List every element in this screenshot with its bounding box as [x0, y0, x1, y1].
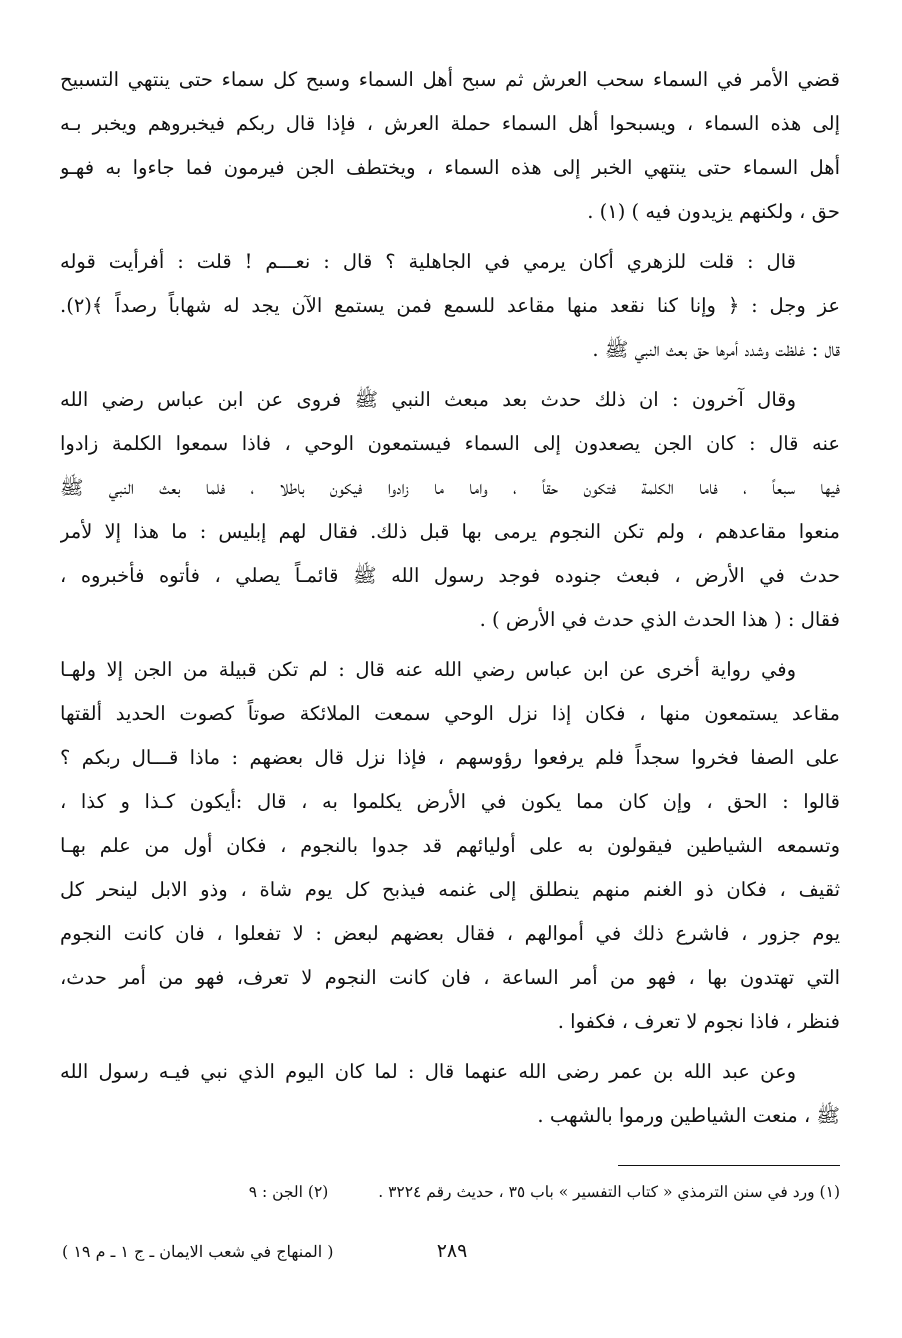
- footnote-separator: [618, 1165, 840, 1166]
- text-line: حق ، ولكنهم يزيدون فيه ) (١) .: [587, 200, 840, 223]
- text-line: إلى هذه السماء ، ويسبحوا أهل السماء حملة العرش ، فإذا قال ربكم فيخبروهم ويخبر بـه: [60, 112, 840, 135]
- text-line: التي تهتدون بها ، فهو من أمر الساعة ، فان كانت النجوم لا تعرف، فهو من أمر حدث،: [60, 966, 840, 989]
- footnote-1: (١) ورد في سنن الترمذي « كتاب التفسير » باب ٣٥ ، حديث رقم ٣٢٢٤ .: [378, 1183, 840, 1201]
- paragraph: [60, 240, 840, 372]
- paragraph: [60, 378, 840, 642]
- page-number: ٢٨٩: [436, 1240, 468, 1262]
- paragraph: [60, 1050, 840, 1138]
- text-line: قال : غلظت وشدد أمرها حق بعث النبي ﷺ .: [592, 338, 840, 361]
- text-line: وفي رواية أخرى عن ابن عباس رضي الله عنه قال : لم تكن قبيلة من الجن إلا ولهـا: [60, 658, 796, 681]
- text-line: فنظر ، فاذا نجوم لا تعرف ، فكفوا .: [557, 1010, 840, 1033]
- text-line: حدث في الأرض ، فبعث جنوده فوجد رسول الله ﷺ قائمـاً يصلي ، فأتوه فأخبروه ،: [60, 564, 840, 587]
- text-line: على الصفا فخروا سجداً فلم يرفعوا رؤوسهم ، فإذا نزل قال بعضهم : ماذا قـــال ربكم ؟: [60, 746, 840, 769]
- text-line: قالوا : الحق ، وإن كان مما يكون في الأرض يكلموا به ، قال :أيكون كـذا و كذا ،: [60, 790, 840, 813]
- footnote-2: (٢) الجن : ٩: [248, 1183, 329, 1201]
- paragraph: [60, 648, 840, 1044]
- text-line: عنه قال : كان الجن يصعدون إلى السماء فيستمعون الوحي ، فاذا سمعوا الكلمة زادوا: [60, 432, 840, 455]
- text-line: وقال آخرون : ان ذلك حدث بعد مبعث النبي ﷺ فروى عن ابن عباس رضي الله: [60, 388, 796, 411]
- text-line: قال : قلت للزهري أكان يرمي في الجاهلية ؟ قال : نعـــم ! قلت : أفرأيت قوله: [60, 250, 796, 273]
- text-line: يوم جزور ، فاشرع ذلك في أموالهم ، فقال بعضهم لبعض : لا تفعلوا ، فان كانت النجوم: [60, 922, 840, 945]
- text-line: وتسمعه الشياطين فيقولون به على أوليائهم قد جدوا بالنجوم ، فكان أول من علم بهـا: [60, 834, 840, 857]
- text-line: أهل السماء حتى ينتهي الخبر إلى هذه السماء ، ويختطف الجن فيرمون فما جاءوا به فهـو: [60, 156, 840, 179]
- text-line: ثقيف ، فكان ذو الغنم منهم ينطلق إلى غنمه فيذبح كل يوم شاة ، وذو الابل لينحر كل: [60, 878, 840, 901]
- text-line: وعن عبد الله بن عمر رضى الله عنهما قال : لما كان اليوم الذي نبي فيـه رسول الله: [60, 1060, 796, 1083]
- text-line: ﷺ ، منعت الشياطين ورموا بالشهب .: [537, 1104, 840, 1127]
- running-title: ( المنهاج في شعب الايمان ـ ج ١ ـ م ١٩ ): [62, 1242, 334, 1261]
- footnotes: [60, 1178, 840, 1206]
- text-line: قضي الأمر في السماء سحب العرش ثم سبح أهل السماء وسبح كل سماء حتى ينتهي التسبيح: [60, 68, 840, 91]
- paragraph: [60, 58, 840, 234]
- page-footer: [62, 1240, 842, 1274]
- text-line: مقاعد يستمعون منها ، فكان إذا نزل الوحي سمعت الملائكة صوتاً كصوت الحديد ألقتها: [60, 702, 840, 725]
- text-line: عز وجل : ﴿ وإنا كنا نقعد منها مقاعد للسمع فمن يستمع الآن يجد له شهاباً رصداً ﴾(٢).: [60, 294, 840, 317]
- text-line: منعوا مقاعدهم ، ولم تكن النجوم يرمى بها قبل ذلك. فقال لهم إبليس : ما هذا إلا لأمر: [60, 520, 840, 543]
- text-line: فيها سبعاً ، فاما الكلمة فتكون حقاً ، واما ما زادوا فيكون باطلا ، فلما بعث النبي ﷺ: [60, 476, 840, 499]
- text-line: فقال : ( هذا الحدث الذي حدث في الأرض ) .: [479, 608, 840, 631]
- main-text: [60, 58, 840, 1138]
